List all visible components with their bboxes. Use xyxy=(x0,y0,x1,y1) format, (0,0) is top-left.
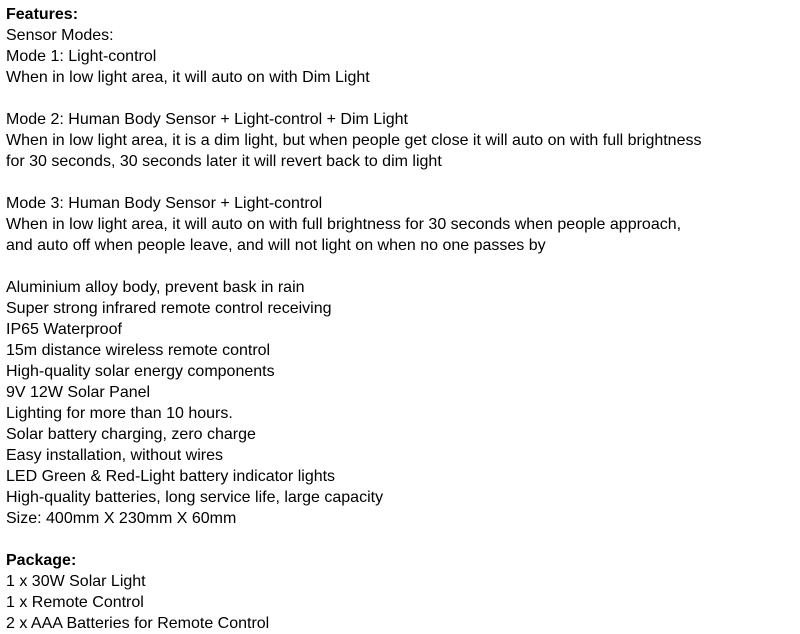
mode-2-description-line-2: for 30 seconds, 30 seconds later it will revert back to dim light xyxy=(6,153,442,170)
mode-2 xyxy=(6,109,796,172)
features-heading: Features: xyxy=(6,6,79,23)
spec-item: High-quality batteries, long service life, large capacity xyxy=(6,489,384,506)
spec-item: Aluminium alloy body, prevent bask in rain xyxy=(6,279,305,296)
mode-1 xyxy=(6,46,796,88)
package-list xyxy=(6,571,796,634)
spec-item: Lighting for more than 10 hours. xyxy=(6,405,233,422)
package-item: 2 x AAA Batteries for Remote Control xyxy=(6,615,270,632)
spacer xyxy=(6,529,796,550)
spec-list xyxy=(6,277,796,529)
spacer xyxy=(6,88,796,109)
mode-3-description-line-1: When in low light area, it will auto on with full brightness for 30 seconds when people approach, xyxy=(6,216,682,233)
mode-3-description-line-2: and auto off when people leave, and will not light on when no one passes by xyxy=(6,237,546,254)
sensor-modes-label: Sensor Modes: xyxy=(6,27,114,44)
mode-2-title: Mode 2: Human Body Sensor + Light-control + Dim Light xyxy=(6,111,408,128)
spec-item: LED Green & Red-Light battery indicator lights xyxy=(6,468,336,485)
package-heading: Package: xyxy=(6,552,77,569)
spec-item: Solar battery charging, zero charge xyxy=(6,426,256,443)
spec-item: Easy installation, without wires xyxy=(6,447,223,464)
mode-3-title: Mode 3: Human Body Sensor + Light-control xyxy=(6,195,323,212)
spec-item: Super strong infrared remote control receiving xyxy=(6,300,332,317)
product-description xyxy=(6,4,796,634)
spec-item: 15m distance wireless remote control xyxy=(6,342,271,359)
mode-1-description: When in low light area, it will auto on with Dim Light xyxy=(6,69,370,86)
spec-item: 9V 12W Solar Panel xyxy=(6,384,151,401)
spec-item: IP65 Waterproof xyxy=(6,321,122,338)
spec-item: High-quality solar energy components xyxy=(6,363,275,380)
package-item: 1 x Remote Control xyxy=(6,594,144,611)
package-item: 1 x 30W Solar Light xyxy=(6,573,146,590)
mode-3 xyxy=(6,193,796,256)
spec-item: Size: 400mm X 230mm X 60mm xyxy=(6,510,237,527)
mode-1-title: Mode 1: Light-control xyxy=(6,48,157,65)
spacer xyxy=(6,172,796,193)
mode-2-description-line-1: When in low light area, it is a dim light, but when people get close it will auto on with full brightness xyxy=(6,132,702,149)
spacer xyxy=(6,256,796,277)
